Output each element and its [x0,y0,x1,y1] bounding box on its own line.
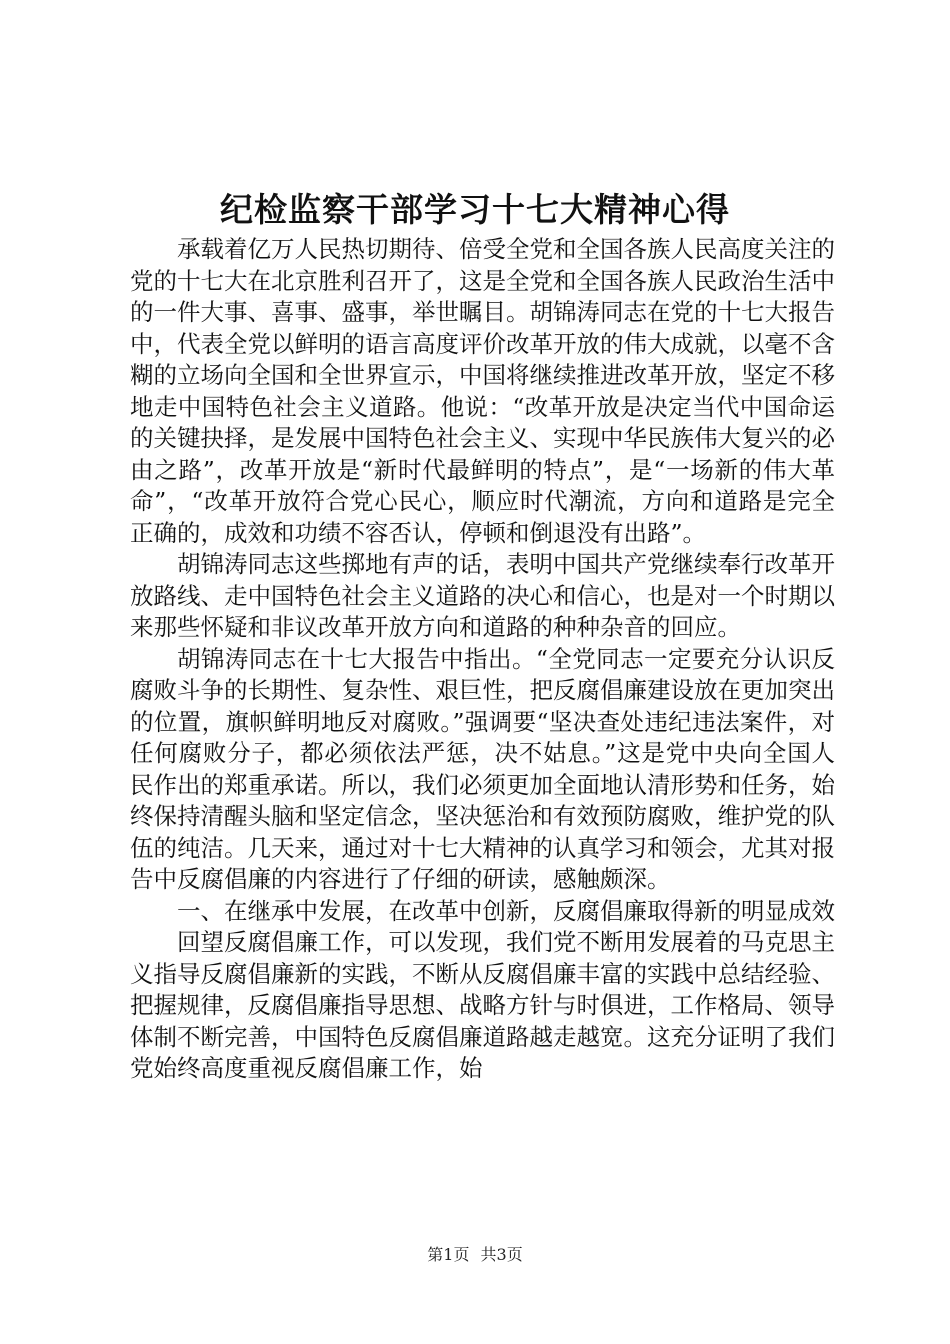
page-number: 第1页 [427,1245,470,1264]
document-body [130,234,835,1085]
paragraph: 胡锦涛同志这些掷地有声的话，表明中国共产党继续奉行改革开放路线、走中国特色社会主义道路的决心和信心，也是对一个时期以来那些怀疑和非议改革开放方向和道路的种种杂音的回应。 [130,550,835,641]
page-total: 共3页 [480,1245,523,1264]
page-footer [0,1243,950,1267]
document-title: 纪检监察干部学习十七大精神心得 [220,190,730,229]
section-heading: 一、在继承中发展，在改革中创新，反腐倡廉取得新的明显成效 [177,896,835,925]
paragraph: 承载着亿万人民热切期待、倍受全党和全国各族人民高度关注的党的十七大在北京胜利召开了，这是全党和全国各族人民政治生活中的一件大事、喜事、盛事，举世瞩目。胡锦涛同志在党的十七大报告中，代表全党以鲜明的语言高度评价改革开放的伟大成就，以毫不含糊的立场向全国和全世界宣示，中国将继续推进改革开放，坚定不移地走中国特色社会主义道路。他说：“改革开放是决定当代中国命运的关键抉择，是发展中国特色社会主义、实现中华民族伟大复兴的必由之路”，改革开放是“新时代最鲜明的特点”，是“一场新的伟大革命”，“改革开放符合党心民心，顺应时代潮流，方向和道路是完全正确的，成效和功绩不容否认，停顿和倒退没有出路”。 [130,235,835,547]
paragraph: 回望反腐倡廉工作，可以发现，我们党不断用发展着的马克思主义指导反腐倡廉新的实践，不断从反腐倡廉丰富的实践中总结经验、把握规律，反腐倡廉指导思想、战略方针与时俱进，工作格局、领导体制不断完善，中国特色反腐倡廉道路越走越宽。这充分证明了我们党始终高度重视反腐倡廉工作，始 [130,928,835,1082]
paragraph: 胡锦涛同志在十七大报告中指出。“全党同志一定要充分认识反腐败斗争的长期性、复杂性、艰巨性，把反腐倡廉建设放在更加突出的位置，旗帜鲜明地反对腐败。”强调要“坚决查处违纪违法案件，对任何腐败分子，都必须依法严惩，决不姑息。”这是党中央向全国人民作出的郑重承诺。所以，我们必须更加全面地认清形势和任务，始终保持清醒头脑和坚定信念，坚决惩治和有效预防腐败，维护党的队伍的纯洁。几天来，通过对十七大精神的认真学习和领会，尤其对报告中反腐倡廉的内容进行了仔细的研读，感触颇深。 [130,644,835,893]
